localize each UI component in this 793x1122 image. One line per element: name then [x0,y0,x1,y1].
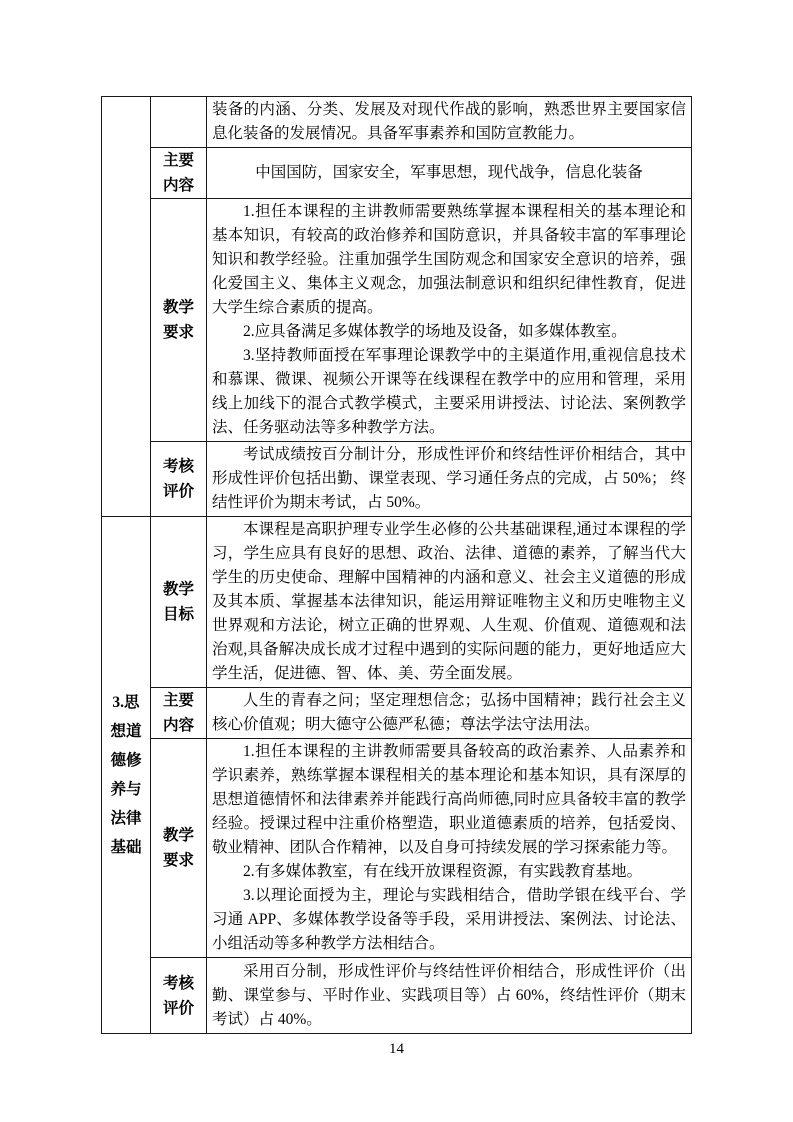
assessment-cell [207,958,692,1034]
row-label-assessment: 考核评价 [151,442,207,517]
teaching-requirements-cell [207,199,692,442]
row-label-main-content: 主要内容 [151,148,207,199]
main-content-cell [207,148,692,199]
table-row [102,199,692,442]
row-label-teaching-goal: 教学目标 [151,517,207,688]
table-row [102,97,692,148]
paragraph: 2.应具备满足多媒体教学的场地及设备，如多媒体教室。 [243,323,627,340]
table-row [102,958,692,1034]
main-content-cell [207,688,692,739]
table-row [102,517,692,688]
paragraph: 中国国防，国家安全，军事思想，现代战争，信息化装备 [255,164,643,181]
page-number: 14 [389,1041,404,1057]
table-row [102,148,692,199]
paragraph: 3.以理论面授为主，理论与实践相结合，借助学银在线平台、学习通 APP、多媒体教学设备等手段，采用讲授法、案例法、讨论法、小组活动等多种教学方法相结合。 [212,887,686,952]
row-label-empty [151,97,207,148]
paragraph: 2.有多媒体教室，有在线开放课程资源，有实践教育基地。 [243,863,643,880]
paragraph: 3.坚持教师面授在军事理论课教学中的主渠道作用,重视信息技术和慕课、微课、视频公开课等在线课程在教学中的应用和管理，采用线上加线下的混合式教学模式，主要采用讲授法、讨论法、案例教学法、任务驱动法等多种教学方法。 [212,347,686,436]
row-label-main-content: 主要内容 [151,688,207,739]
syllabus-table [101,96,692,1034]
course-name-cell-section-2: 3.思想道德修养与法律基础 [102,517,151,1034]
teaching-goal-continuation-cell [207,97,692,148]
paragraph: 人生的青春之问；坚定理想信念；弘扬中国精神；践行社会主义核心价值观；明大德守公德严私德；尊法学法守法用法。 [212,692,686,733]
row-label-teaching-requirements: 教学要求 [151,739,207,958]
paragraph: 采用百分制，形成性评价与终结性评价相结合，形成性评价（出勤、课堂参与、平时作业、实践项目等）占 60%，终结性评价（期末考试）占 40%。 [212,962,686,1028]
paragraph: 装备的内涵、分类、发展及对现代作战的影响，熟悉世界主要国家信息化装备的发展情况。具备军事素养和国防宣教能力。 [212,101,686,142]
teaching-goal-cell [207,517,692,688]
table-row [102,739,692,958]
paragraph: 1.担任本课程的主讲教师需要熟练掌握本课程相关的基本理论和基本知识，有较高的政治修养和国防意识，并具备较丰富的军事理论知识和教学经验。注重加强学生国防观念和国家安全意识的培养，强化爱国主义、集体主义观念，加强法制意识和组织纪律性教育，促进大学生综合素质的提高。 [212,203,686,316]
table-row [102,442,692,517]
table-row [102,688,692,739]
teaching-requirements-cell [207,739,692,958]
paragraph: 本课程是高职护理专业学生必修的公共基础课程,通过本课程的学习，学生应具有良好的思想、政治、法律、道德的素养，了解当代大学生的历史使命、理解中国精神的内涵和意义、社会主义道德的形成及其本质、掌握基本法律知识，能运用辩证唯物主义和历史唯物主义世界观和方法论，树立正确的世界观、人生观、价值观、道德观和法治观,具备解决成长成才过程中遇到的实际问题的能力，更好地适应大学生活，促进德、智、体、美、劳全面发展。 [212,521,686,682]
row-label-assessment: 考核评价 [151,958,207,1034]
course-name-cell-section-1 [102,97,151,517]
paragraph: 1.担任本课程的主讲教师需要具备较高的政治素养、人品素养和学识素养，熟练掌握本课程相关的基本理论和基本知识，具有深厚的思想道德情怀和法律素养并能践行高尚师德,同时应具备较丰富的教学经验。授课过程中注重价格塑造，职业道德素质的培养，包括爱岗、敬业精神、团队合作精神，以及自身可持续发展的学习探索能力等。 [212,743,686,856]
row-label-teaching-requirements: 教学要求 [151,199,207,442]
paragraph: 考试成绩按百分制计分，形成性评价和终结性评价相结合，其中形成性评价包括出勤、课堂表现、学习通任务点的完成，占 50%； 终结性评价为期末考试，占 50%。 [212,446,686,511]
assessment-cell [207,442,692,517]
